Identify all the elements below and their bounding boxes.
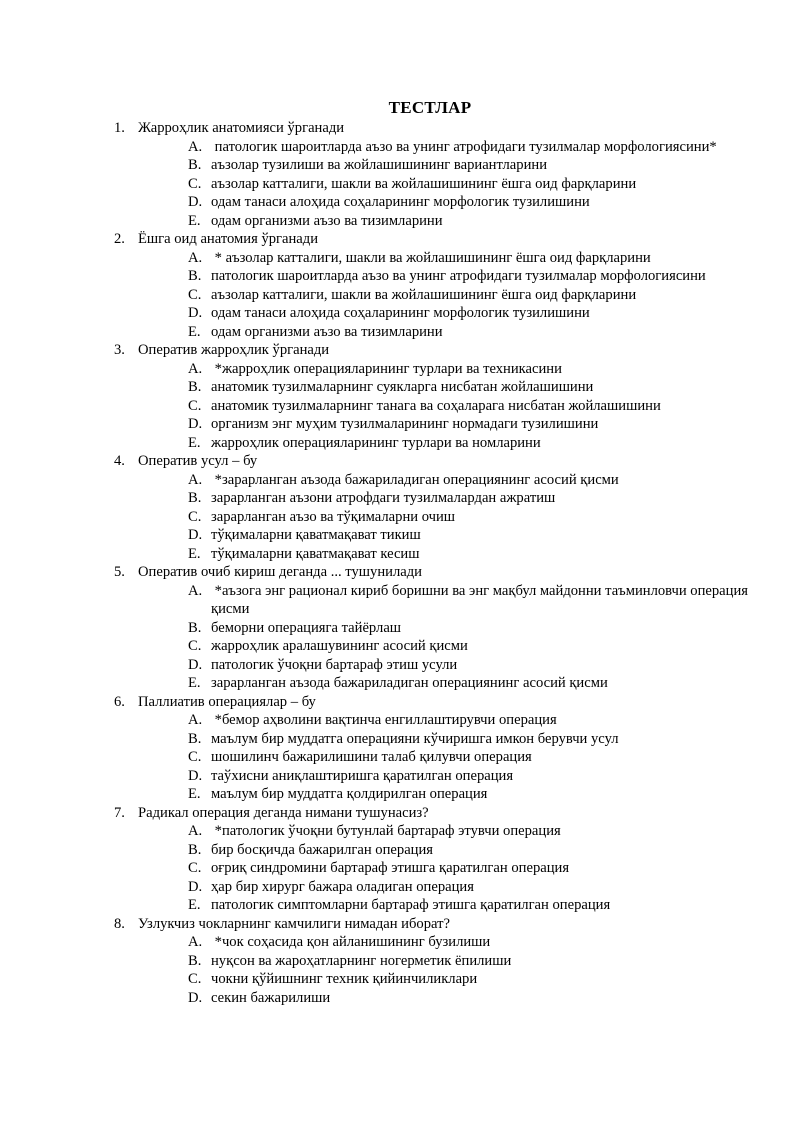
option-text: *аъзога энг рационал кириб боришни ва энг мақбул майдонни таъминловчи операция қисми (211, 582, 752, 617)
answer-option (0, 378, 800, 397)
answer-option (0, 138, 800, 157)
answer-option (0, 785, 800, 804)
option-letter: B. (188, 268, 202, 284)
option-text: *жарроҳлик операцияларининг турлари ва техникасини (211, 360, 562, 377)
option-letter: A. (188, 712, 203, 728)
option-text: патологик шароитларда аъзо ва унинг атрофидаги тузилмалар морфологиясини (211, 268, 706, 284)
question-text: Паллиатив операциялар – бу (138, 693, 316, 710)
option-letter: C. (188, 286, 202, 303)
answer-option (0, 286, 800, 305)
answer-option (0, 711, 800, 730)
option-text: одам организми аъзо ва тизимларини (211, 323, 443, 340)
question-item (0, 119, 800, 138)
answer-option (0, 508, 800, 527)
answer-option (0, 674, 800, 693)
answer-option (0, 841, 800, 860)
option-letter: C. (188, 971, 202, 987)
option-letter: D. (188, 767, 203, 784)
option-letter: C. (188, 638, 202, 654)
option-text: патологик шароитларда аъзо ва унинг атрофидаги тузилмалар морфологиясини* (211, 138, 717, 155)
option-letter: E. (188, 786, 201, 802)
option-letter: E. (188, 675, 201, 691)
option-text: *чок соҳасида қон айланишининг бузилиши (211, 934, 491, 950)
option-text: тўқималарни қаватмақават кесиш (211, 545, 420, 562)
question-text: Узлукчиз чокларнинг камчилиги нимадан иборат? (138, 915, 450, 932)
answer-option (0, 212, 800, 231)
option-letter: C. (188, 860, 202, 876)
option-letter: D. (188, 989, 203, 1006)
option-text: одам танаси алоҳида соҳаларининг морфологик тузилишини (211, 305, 590, 321)
answer-option (0, 360, 800, 379)
option-text: секин бажарилиши (211, 989, 331, 1006)
option-letter: B. (188, 490, 202, 506)
option-letter: A. (188, 471, 203, 488)
option-text: маълум бир муддатга қолдирилган операция (211, 786, 488, 802)
option-letter: A. (188, 934, 203, 950)
question-number: 5. (114, 564, 125, 580)
answer-option (0, 267, 800, 286)
option-letter: B. (188, 730, 202, 747)
option-text: жарроҳлик аралашувининг асосий қисми (211, 638, 468, 654)
option-letter: A. (188, 823, 203, 839)
answer-option (0, 249, 800, 268)
option-letter: C. (188, 175, 202, 192)
question-number: 8. (114, 915, 125, 932)
answer-option (0, 489, 800, 508)
option-text: тўқималарни қаватмақават тикиш (211, 527, 421, 543)
answer-option (0, 896, 800, 915)
option-letter: D. (188, 416, 203, 432)
answer-option (0, 434, 800, 453)
option-text: беморни операцияга тайёрлаш (211, 619, 402, 636)
option-letter: C. (188, 397, 202, 414)
option-letter: D. (188, 878, 203, 895)
option-text: маълум бир муддатга операцияни кўчиришга имкон берувчи усул (211, 730, 619, 747)
answer-option (0, 878, 800, 897)
answer-option (0, 323, 800, 342)
option-text: зарарланган аъзо ва тўқималарни очиш (211, 508, 456, 525)
option-text: аъзолар тузилиши ва жойлашишининг вариантларини (211, 157, 547, 173)
option-text: бир босқичда бажарилган операция (211, 841, 433, 858)
answer-option (0, 193, 800, 212)
answer-option (0, 397, 800, 416)
option-text: анатомик тузилмаларнинг танага ва соҳаларага нисбатан жойлашишини (211, 397, 661, 414)
question-text: Оператив усул – бу (138, 453, 258, 469)
answer-option (0, 175, 800, 194)
question-text: Оператив очиб кириш деганда ... тушунилади (138, 564, 422, 580)
option-letter: E. (188, 323, 201, 340)
question-item (0, 804, 800, 823)
option-text: зарарланган аъзода бажариладиган операциянинг асосий қисми (211, 675, 608, 691)
answer-option (0, 989, 800, 1008)
answer-option (0, 933, 800, 952)
answer-option (0, 970, 800, 989)
option-text: аъзолар катталиги, шакли ва жойлашишининг ёшга оид фарқларини (211, 286, 637, 303)
option-text: патологик симптомларни бартараф этишга қаратилган операция (211, 897, 611, 913)
option-letter: E. (188, 212, 201, 229)
option-letter: A. (188, 360, 203, 377)
option-letter: E. (188, 897, 201, 913)
question-number: 7. (114, 804, 125, 821)
option-text: патологик ўчоқни бартараф этиш усули (211, 656, 458, 673)
answer-option (0, 415, 800, 434)
question-text: Жарроҳлик анатомияси ўрганади (138, 120, 345, 136)
question-number: 2. (114, 231, 125, 247)
option-text: чокни қўйишнинг техник қийинчиликлари (211, 971, 478, 987)
question-number: 4. (114, 453, 125, 469)
option-text: нуқсон ва жароҳатларнинг ногерметик ёпилиши (211, 952, 512, 969)
option-text: организм энг муҳим тузилмаларининг нормадаги тузилишини (211, 416, 599, 432)
question-number: 1. (114, 120, 125, 136)
option-letter: B. (188, 952, 202, 969)
question-item (0, 563, 800, 582)
question-text: Оператив жарроҳлик ўрганади (138, 342, 330, 358)
option-letter: E. (188, 545, 201, 562)
option-letter: B. (188, 619, 202, 636)
option-letter: A. (188, 582, 203, 599)
option-letter: C. (188, 749, 202, 765)
answer-option (0, 619, 800, 638)
option-letter: D. (188, 305, 203, 321)
option-letter: B. (188, 157, 202, 173)
answer-option (0, 859, 800, 878)
answer-option (0, 748, 800, 767)
answer-option (0, 822, 800, 841)
page-title: ТЕСТЛАР (388, 98, 472, 117)
option-text: шошилинч бажарилишини талаб қилувчи операция (211, 749, 532, 765)
option-text: *патологик ўчоқни бутунлай бартараф этувчи операция (211, 823, 561, 839)
option-text: одам танаси алоҳида соҳаларининг морфологик тузилишини (211, 194, 590, 210)
option-letter: C. (188, 508, 202, 525)
option-letter: B. (188, 841, 202, 858)
answer-option (0, 767, 800, 786)
question-item (0, 915, 800, 934)
answer-option (0, 545, 800, 564)
option-text: *зарарланган аъзода бажариладиган операциянинг асосий қисми (211, 471, 619, 488)
option-letter: D. (188, 527, 203, 543)
option-text: ҳар бир хирург бажара оладиган операция (211, 878, 474, 895)
answer-option (0, 304, 800, 323)
question-list (0, 119, 800, 1007)
option-letter: D. (188, 656, 203, 673)
option-text: одам организми аъзо ва тизимларини (211, 212, 443, 229)
option-letter: D. (188, 194, 203, 210)
question-item (0, 341, 800, 360)
option-text: оғриқ синдромини бартараф этишга қаратилган операция (211, 860, 570, 876)
option-text: аъзолар катталиги, шакли ва жойлашишининг ёшга оид фарқларини (211, 175, 637, 192)
option-text: зарарланган аъзони атрофдаги тузилмалардан ажратиш (211, 490, 556, 506)
option-letter: A. (188, 249, 203, 266)
option-letter: B. (188, 379, 202, 395)
question-text: Радикал операция деганда нимани тушунасиз? (138, 804, 429, 821)
answer-option (0, 656, 800, 675)
option-text: таўхисни аниқлаштиришга қаратилган операция (211, 767, 514, 784)
answer-option (0, 156, 800, 175)
question-number: 3. (114, 342, 125, 358)
answer-option (0, 637, 800, 656)
question-number: 6. (114, 693, 125, 710)
answer-option (0, 526, 800, 545)
question-item (0, 230, 800, 249)
answer-option (0, 952, 800, 971)
answer-option (0, 471, 800, 490)
question-text: Ёшга оид анатомия ўрганади (138, 231, 319, 247)
option-text: * аъзолар катталиги, шакли ва жойлашишининг ёшга оид фарқларини (211, 249, 651, 266)
question-item (0, 693, 800, 712)
option-text: анатомик тузилмаларнинг суякларга нисбатан жойлашишини (211, 379, 594, 395)
answer-option (0, 730, 800, 749)
option-letter: A. (188, 138, 203, 155)
option-letter: E. (188, 434, 201, 451)
answer-option (0, 582, 800, 619)
option-text: *бемор аҳволини вақтинча енгиллаштирувчи операция (211, 712, 557, 728)
question-item (0, 452, 800, 471)
option-text: жарроҳлик операцияларининг турлари ва номларини (211, 434, 541, 451)
